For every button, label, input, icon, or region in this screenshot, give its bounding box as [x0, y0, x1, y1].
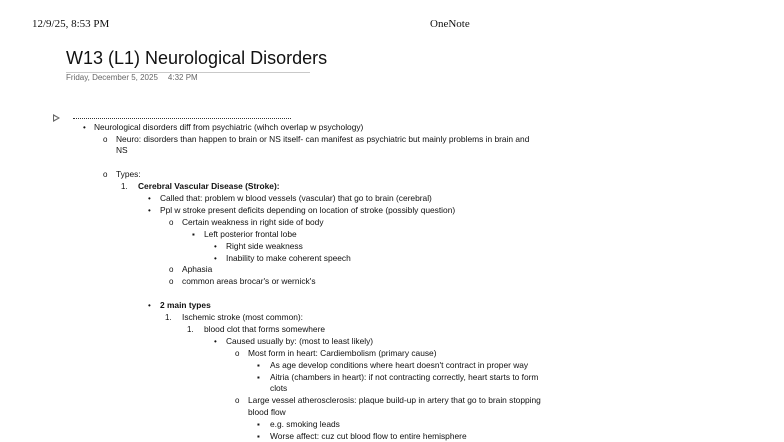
bullet-marker: • [214, 254, 217, 263]
page-meta [66, 73, 198, 82]
note-line: Most form in heart: Cardiembolism (primary cause) [248, 348, 437, 358]
print-app-name: OneNote [430, 18, 470, 30]
note-line: Aphasia [182, 264, 213, 274]
bullet-marker: 1. [121, 182, 128, 191]
bullet-marker: 1. [187, 325, 194, 334]
note-line: Ppl w stroke present deficits depending on location of stroke (possibly question) [160, 205, 456, 215]
note-line: Neurological disorders diff from psychiatric (wihch overlap w psychology) [94, 122, 364, 132]
note-line: Called that: problem w blood vessels (vascular) that go to brain (cerebral) [160, 193, 432, 203]
note-line: clots [270, 383, 288, 393]
note-line: Aitria (chambers in heart): if not contracting correctly, heart starts to form [270, 372, 539, 382]
bullet-marker: ▪ [257, 373, 260, 382]
note-line: Neuro: disorders than happen to brain or NS itself- can manifest as psychiatric but mainly problems in brain and [116, 134, 530, 144]
note-line: Caused usually by: (most to least likely) [226, 336, 374, 346]
note-line: As age develop conditions where heart doesn't contract in proper way [270, 360, 529, 370]
dotted-separator [73, 118, 291, 119]
note-line: Left posterior frontal lobe [204, 229, 297, 239]
bullet-marker: • [83, 123, 86, 132]
page-title: W13 (L1) Neurological Disorders [66, 48, 310, 73]
note-line: 2 main types [160, 300, 211, 310]
note-line: Ischemic stroke (most common): [182, 312, 303, 322]
bullet-marker: • [148, 301, 151, 310]
bullet-marker: o [103, 170, 108, 179]
bullet-marker: • [214, 242, 217, 251]
note-line: e.g. smoking leads [270, 419, 340, 429]
bullet-marker: • [148, 194, 151, 203]
note-line: NS [116, 145, 128, 155]
bullet-marker: • [214, 337, 217, 346]
note-line: blood clot that forms somewhere [204, 324, 326, 334]
note-line: common areas brocar's or wernick's [182, 276, 316, 286]
note-line: Inability to make coherent speech [226, 253, 351, 263]
note-line: Certain weakness in right side of body [182, 217, 324, 227]
page-time: 4:32 PM [167, 73, 198, 82]
bullet-marker: ▪ [257, 361, 260, 370]
bullet-marker: ▪ [257, 432, 260, 441]
print-timestamp: 12/9/25, 8:53 PM [32, 18, 110, 30]
bullet-marker: o [103, 135, 108, 144]
bullet-marker: o [169, 277, 174, 286]
bullet-marker: o [169, 265, 174, 274]
note-line: blood flow [248, 407, 286, 417]
bullet-marker: ▪ [192, 230, 195, 239]
note-line: Types: [116, 169, 141, 179]
bullet-marker: 1. [165, 313, 172, 322]
note-line: Large vessel atherosclerosis: plaque build-up in artery that go to brain stopping [248, 395, 541, 405]
note-line: Right side weakness [226, 241, 303, 251]
bullet-marker: o [235, 396, 240, 405]
note-anchor-icon [53, 114, 60, 122]
bullet-marker: o [235, 349, 240, 358]
note-line: Worse affect: cuz cut blood flow to entire hemisphere [270, 431, 467, 441]
note-line: Cerebral Vascular Disease (Stroke): [138, 181, 280, 191]
bullet-marker: o [169, 218, 174, 227]
print-header [0, 18, 784, 32]
bullet-marker: ▪ [257, 420, 260, 429]
bullet-marker: • [148, 206, 151, 215]
page-date: Friday, December 5, 2025 [66, 73, 158, 82]
